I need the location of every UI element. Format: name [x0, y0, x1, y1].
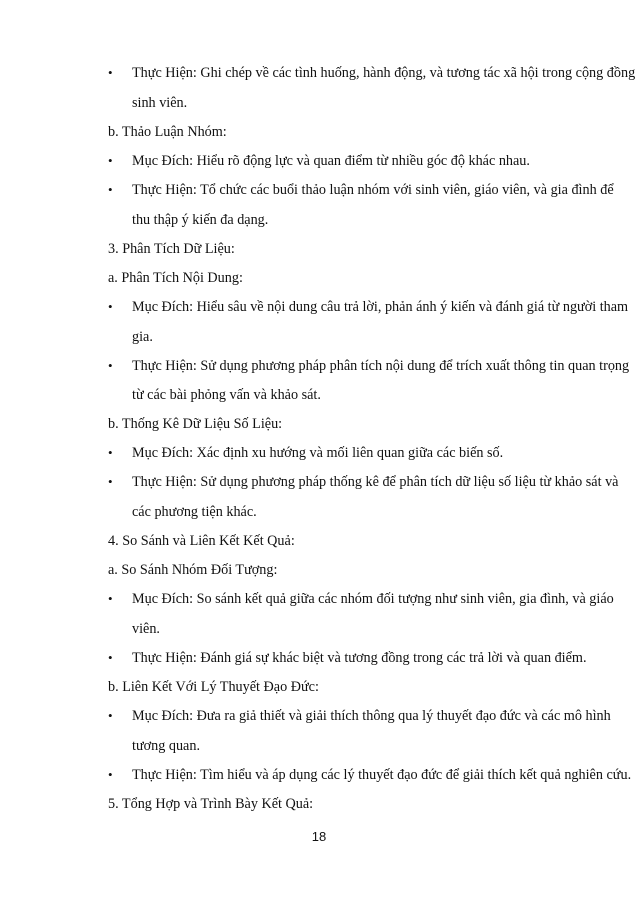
page-number: 18 — [311, 829, 327, 844]
bullet-text-line: viên. — [132, 621, 160, 637]
bullet-text-line: sinh viên. — [132, 95, 188, 111]
bullet-marker: • — [108, 445, 113, 460]
bullet-marker: • — [108, 708, 113, 723]
section-heading: b. Thảo Luận Nhóm: — [108, 124, 227, 140]
subsection-heading: b. Liên Kết Với Lý Thuyết Đạo Đức: — [108, 679, 319, 695]
bullet-text-line: Thực Hiện: Đánh giá sự khác biệt và tương đồng trong các trả lời và quan điểm. — [132, 650, 587, 666]
subsection-heading: a. So Sánh Nhóm Đối Tượng: — [108, 562, 278, 578]
bullet-text-line: Mục Đích: Hiểu rõ động lực và quan điểm từ nhiều góc độ khác nhau. — [132, 153, 530, 169]
bullet-text-line: từ các bài phỏng vấn và khảo sát. — [132, 387, 321, 403]
bullet-text-line: Thực Hiện: Sử dụng phương pháp phân tích nội dung để trích xuất thông tin quan trọng — [132, 358, 630, 374]
bullet-marker: • — [108, 299, 113, 314]
section-heading: 5. Tổng Hợp và Trình Bày Kết Quả: — [108, 796, 314, 812]
bullet-text-line: gia. — [132, 329, 153, 345]
bullet-text-line: Thực Hiện: Tìm hiểu và áp dụng các lý thuyết đạo đức để giải thích kết quả nghiên cứu. — [132, 767, 632, 783]
bullet-text-line: tương quan. — [132, 738, 200, 754]
bullet-text-line: Mục Đích: Đưa ra giả thiết và giải thích thông qua lý thuyết đạo đức và các mô hình — [132, 708, 611, 724]
section-heading: 3. Phân Tích Dữ Liệu: — [108, 241, 235, 257]
subsection-heading: b. Thống Kê Dữ Liệu Số Liệu: — [108, 416, 283, 432]
bullet-text-line: Mục Đích: Xác định xu hướng và mối liên quan giữa các biến số. — [132, 445, 504, 461]
section-heading: 4. So Sánh và Liên Kết Kết Quả: — [108, 533, 295, 549]
bullet-text-line: Thực Hiện: Sử dụng phương pháp thống kê để phân tích dữ liệu số liệu từ khảo sát và — [132, 474, 619, 490]
bullet-text-line: Mục Đích: Hiểu sâu về nội dung câu trả lời, phản ánh ý kiến và đánh giá từ người tham — [132, 299, 629, 315]
bullet-text-line: Thực Hiện: Ghi chép về các tình huống, hành động, và tương tác xã hội trong cộng đồng — [132, 65, 636, 81]
bullet-text-line: thu thập ý kiến đa dạng. — [132, 212, 269, 228]
bullet-marker: • — [108, 153, 113, 168]
bullet-marker: • — [108, 591, 113, 606]
bullet-marker: • — [108, 358, 113, 373]
bullet-marker: • — [108, 474, 113, 489]
bullet-text-line: Mục Đích: So sánh kết quả giữa các nhóm đối tượng như sinh viên, gia đình, và giáo — [132, 591, 614, 607]
bullet-marker: • — [108, 182, 113, 197]
bullet-marker: • — [108, 767, 113, 782]
bullet-marker: • — [108, 650, 113, 665]
bullet-text-line: các phương tiện khác. — [132, 504, 257, 520]
subsection-heading: a. Phân Tích Nội Dung: — [108, 270, 243, 286]
bullet-marker: • — [108, 65, 113, 80]
bullet-text-line: Thực Hiện: Tổ chức các buổi thảo luận nhóm với sinh viên, giáo viên, và gia đình để — [132, 182, 614, 198]
